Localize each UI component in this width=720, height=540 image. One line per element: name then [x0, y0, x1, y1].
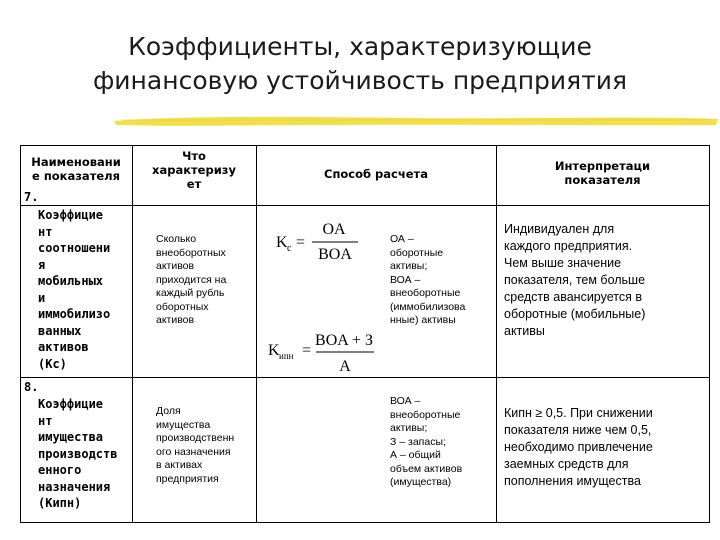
svg-text:=: = [296, 234, 306, 251]
row-7-method-note: ОА – оборотные активы; ВОА – внеоборотные (иммобилизова нные) активы [390, 233, 466, 326]
row-7-name: Коэффицие нт соотношени я мобильных и иммобилизо ванных активов (Кс) [38, 208, 111, 371]
column-divider-2 [256, 145, 257, 523]
header-name: Наименовани е показателя [31, 155, 121, 183]
row-8-characterizes: Доля имущества производственн ого назначения в активах предприятия [156, 405, 235, 485]
header-characterizes: Что характеризу ет [152, 149, 236, 191]
table-header-divider [20, 205, 710, 206]
coefficients-table [20, 145, 710, 523]
table-border-left [20, 145, 21, 523]
table-border-right [709, 145, 710, 523]
formula-kipn-numerator: BOA + З [315, 332, 373, 349]
column-divider-3 [496, 145, 497, 523]
page-title [0, 30, 720, 98]
header-method: Способ расчета [324, 167, 428, 181]
row-8-interpretation: Кипн ≥ 0,5. При снижении показателя ниже чем 0,5, необходимо привлечение заемных средств для пополнения имущества [504, 406, 653, 488]
formula-kipn-subscript: ипн [279, 351, 294, 361]
row-7-number: 7. [24, 190, 39, 204]
table-row-divider [20, 377, 710, 378]
svg-text:=: = [302, 342, 312, 359]
formula-kc-subscript: c [287, 243, 292, 254]
formula-kipn [266, 331, 378, 377]
highlight-brush-stroke [112, 112, 720, 128]
column-divider-1 [132, 145, 133, 523]
row-8-name: Коэффицие нт имущества производств енного назначения (Кипн) [38, 397, 118, 510]
formula-kc [274, 217, 374, 263]
row-8-number: 8. [24, 380, 39, 394]
title-line-2: финансовую устойчивость предприятия [92, 66, 628, 95]
formula-kipn-lhs: K [268, 342, 280, 359]
formula-kc-denominator: BOA [318, 246, 352, 263]
table-border-bottom [20, 522, 710, 523]
row-8-method-note: ВОА – внеоборотные активы; З – запасы; А – общий объем активов (имущества) [390, 395, 463, 488]
formula-kipn-denominator: A [339, 358, 351, 375]
title-line-1: Коэффициенты, характеризующие [128, 32, 592, 61]
row-7-characterizes: Сколько внеоборотных активов приходится на каждый рубль оборотных активов [156, 233, 227, 326]
formula-kc-numerator: OA [322, 221, 346, 238]
header-interpretation: Интерпретаци показателя [554, 159, 651, 187]
formula-kc-lhs: K [276, 234, 288, 251]
row-7-interpretation: Индивидуален для каждого предприятия. Чем выше значение показателя, тем больше средств авансируется в оборотные (мобильные) активы [504, 222, 646, 338]
table-border-top [20, 145, 710, 146]
